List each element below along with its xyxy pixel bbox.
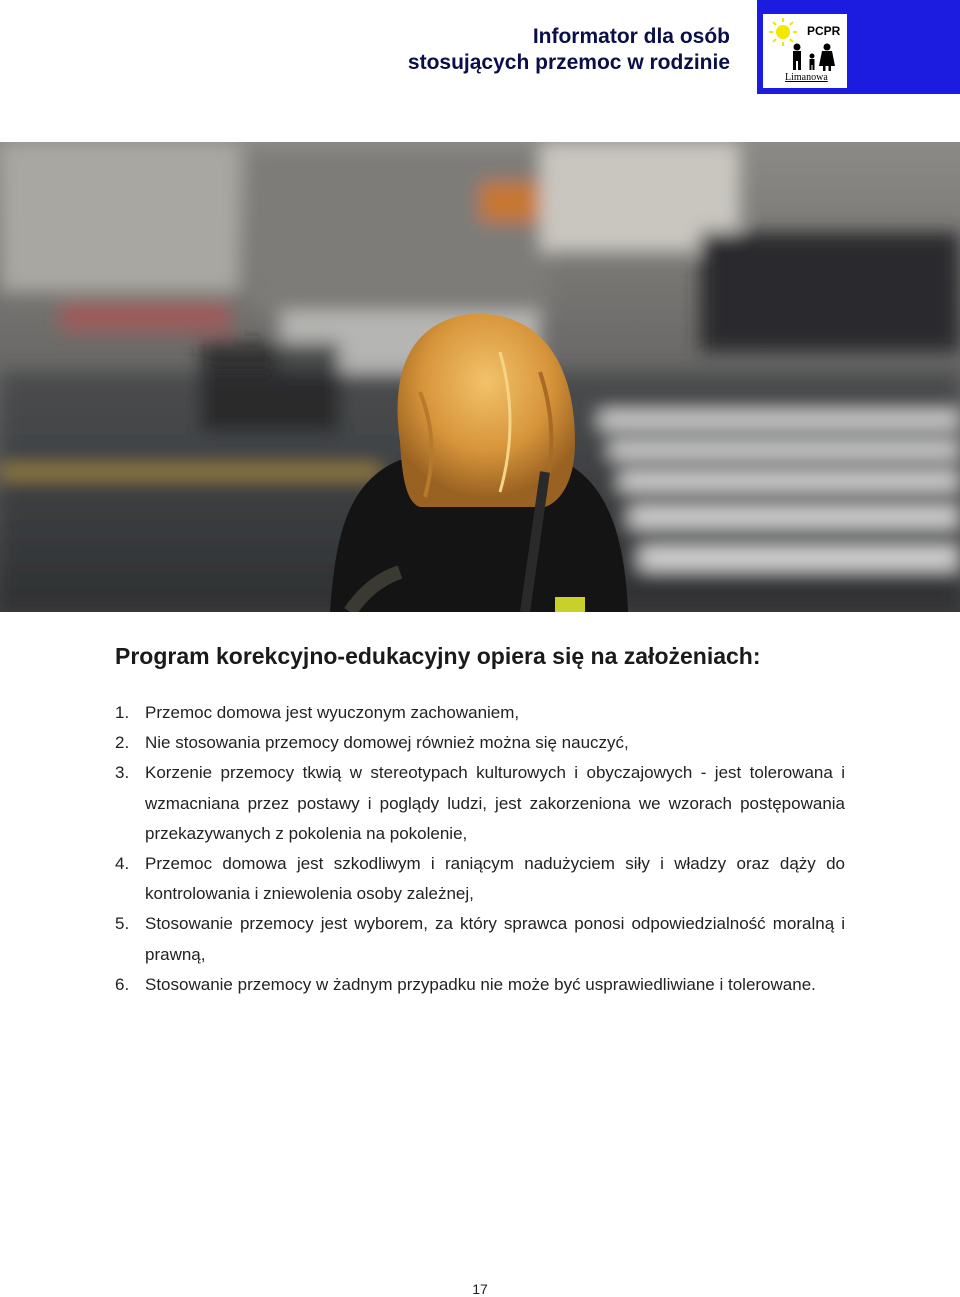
list-item-number: 5. <box>115 914 130 934</box>
logo-text: PCPR <box>807 24 841 38</box>
logo-inner <box>763 14 847 88</box>
list-item-text: Przemoc domowa jest szkodliwym i raniącym nadużyciem siły i władzy oraz dąży do kontrolowania i zniewolenia osoby zależnej, <box>145 854 845 904</box>
list-item-number: 3. <box>115 763 130 783</box>
list-item <box>115 728 845 758</box>
list-item-text: Przemoc domowa jest wyuczonym zachowaniem, <box>145 703 520 722</box>
pcpr-logo <box>757 0 960 94</box>
list-item <box>115 909 845 969</box>
list-item-text: Stosowanie przemocy w żadnym przypadku nie może być usprawiedliwiane i tolerowane. <box>145 974 816 994</box>
photo-woman-crossing-street <box>0 142 960 612</box>
page-number: 17 <box>472 1281 488 1297</box>
header-title-line2: stosujących przemoc w rodzinie <box>407 51 730 74</box>
list-item-number: 6. <box>115 974 130 994</box>
assumptions-list <box>115 698 845 1000</box>
list-item <box>115 698 845 728</box>
list-item-text: Stosowanie przemocy jest wyborem, za który sprawca ponosi odpowiedzialność moralną i prawną, <box>145 914 845 964</box>
list-item <box>115 849 845 909</box>
list-item-number: 2. <box>115 733 130 753</box>
content-heading: Program korekcyjno-edukacyjny opiera się na założeniach: <box>115 643 761 669</box>
list-item-number: 4. <box>115 854 130 874</box>
list-item-text: Korzenie przemocy tkwią w stereotypach kulturowych i obyczajowych - jest tolerowana i wzmacniana przez postawy i poglądy ludzi, jest zakorzeniona we wzorach postępowania przekazywanych z pokolenia na pokolenie, <box>145 763 845 843</box>
header-title-line1: Informator dla osób <box>532 25 730 48</box>
logo-subtext: Limanowa <box>785 72 828 83</box>
document-header <box>408 24 730 76</box>
list-item-number: 1. <box>115 703 130 722</box>
list-item <box>115 970 845 1000</box>
photo-woman-crossing-street-icon <box>0 142 960 612</box>
list-item-text: Nie stosowania przemocy domowej również można się nauczyć, <box>145 733 629 753</box>
list-item <box>115 758 845 849</box>
